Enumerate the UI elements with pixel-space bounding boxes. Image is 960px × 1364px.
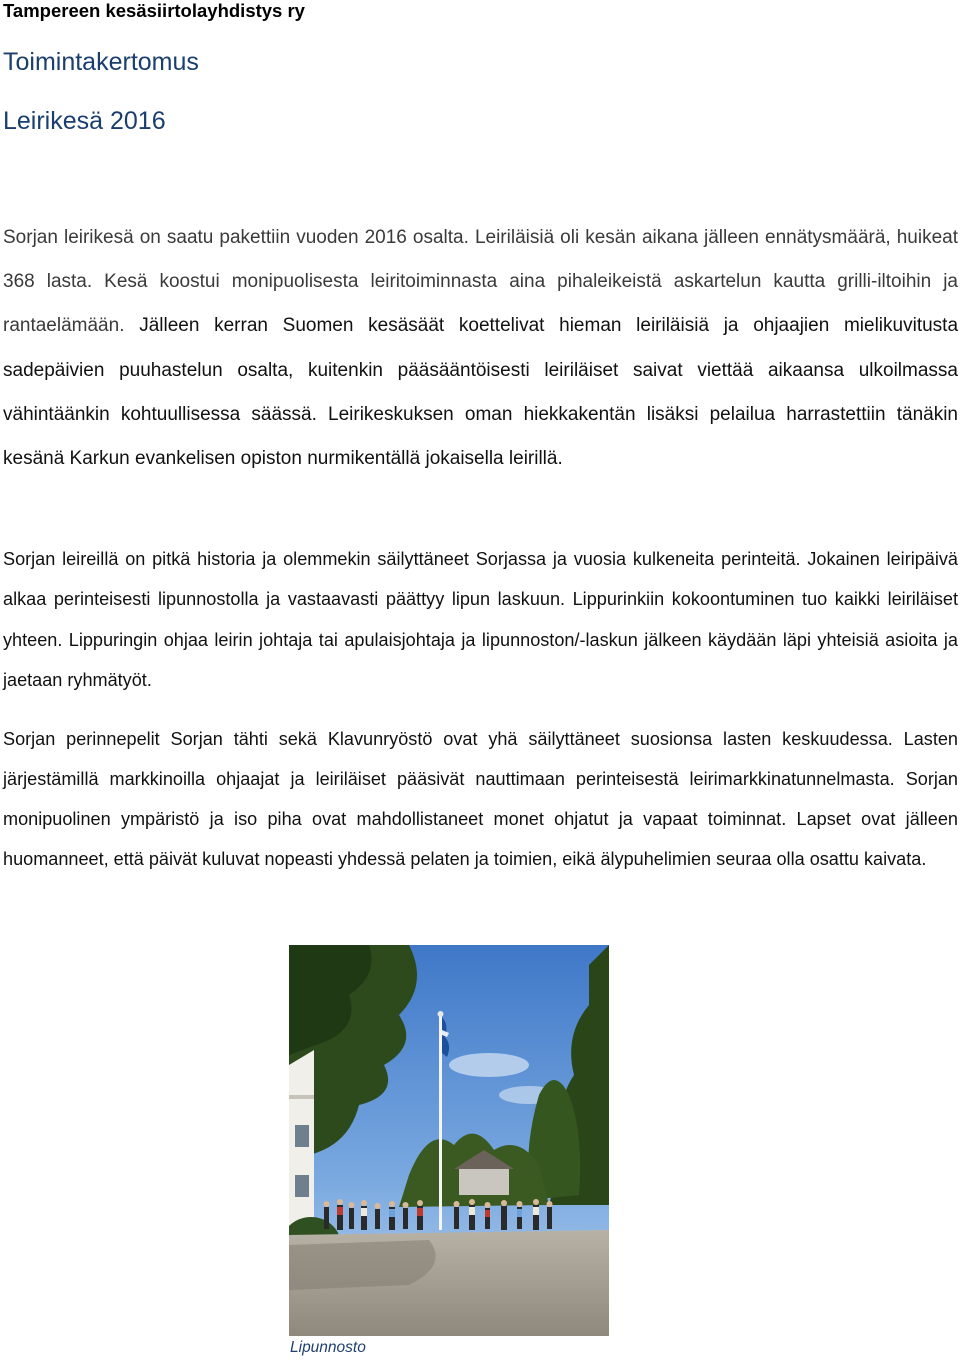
paragraph-games: Sorjan perinnepelit Sorjan tähti sekä Klavunryöstö ovat yhä säilyttäneet suosionsa lasten keskuudessa. Lasten järjestämillä markkinoilla ohjaajat ja leiriläiset pääsivät nauttimaan perinteisestä leirimarkkinatunnelmasta. Sorjan monipuolinen ympäristö ja iso piha ovat mahdollistaneet monet ohjatut ja vapaat toiminnat. Lapset ovat jälleen huomanneet, että päivät kuluvat nopeasti yhdessä pelaten ja toimien, eikä älypuhelimien seuraa olla osattu kaivata. bbox=[3, 729, 958, 869]
photo-caption: Lipunnosto bbox=[290, 1339, 366, 1356]
paragraph-summary-weather: Jälleen kerran Suomen kesäsäät koettelivat hieman leiriläisiä ja ohjaajien mielikuvitusta sadepäivien puuhastelun osalta, kuitenkin pääsääntöisesti leiriläiset saivat viettää aikaansa ulkoilmassa vähintäänkin kohtuullisessa säässä. Leirikeskuksen oman hiekkakentän lisäksi pelailua harrastettiin tänäkin kesänä Karkun evankelisen opiston nurmikentällä jokaisella leirillä. bbox=[3, 315, 959, 470]
paragraph-summary bbox=[3, 216, 958, 481]
paragraph-summary-intro: Sorjan leirikesä on saatu pakettiin vuoden 2016 osalta. Leiriläisiä oli kesän aikana jälleen ennätysmäärä, huikeat 368 lasta. Kesä koostui monipuolisesta leiritoiminnasta aina pihaleikeistä askartelun kautta grilli-iltoihin ja rantaelämään. bbox=[3, 227, 958, 337]
flag-raising-photo bbox=[289, 945, 609, 1336]
document-subtitle: Leirikesä 2016 bbox=[3, 107, 166, 135]
paragraph-traditions: Sorjan leireillä on pitkä historia ja olemmekin säilyttäneet Sorjassa ja vuosia kulkeneita perinteitä. Jokainen leiripäivä alkaa perinteisesti lipunnostolla ja vastaavasti päättyy lipun laskuun. Lippurinkiin kokoontuminen tuo kaikki leiriläiset yhteen. Lippuringin ohjaa leirin johtaja tai apulaisjohtaja ja lipunnoston/-laskun jälkeen käydään läpi yhteisiä asioita ja jaetaan ryhmätyöt. bbox=[3, 549, 958, 690]
document-title: Toimintakertomus bbox=[3, 48, 199, 76]
organization-name: Tampereen kesäsiirtolayhdistys ry bbox=[3, 0, 305, 21]
